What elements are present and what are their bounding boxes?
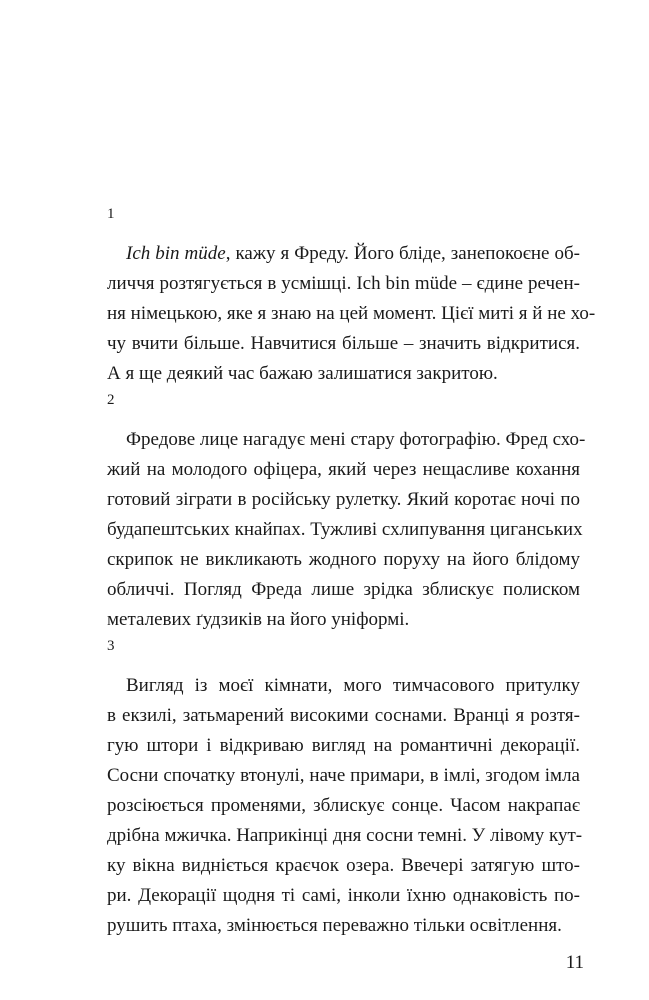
paragraph-line: чу вчити більше. Навчитися більше – значить відкритися. [107, 333, 580, 354]
paragraph-line: розсіюється променями, зблискує сонце. Часом накрапає [107, 795, 580, 816]
paragraph-line: в екзилі, затьмарений високими соснами. Вранці я розтя- [107, 705, 580, 726]
paragraph-line [126, 239, 580, 269]
paragraph-line: жий на молодого офіцера, який через нещасливе кохання [107, 459, 580, 480]
paragraph-line: гую штори і відкриваю вигляд на романтичні декорації. [107, 735, 580, 756]
paragraph-line: Вигляд із моєї кімнати, мого тимчасового притулку [126, 675, 580, 696]
section-number: 1 [107, 206, 115, 222]
paragraph-line: рушить птаха, змінюється переважно тільки освітлення. [107, 915, 562, 936]
section-number: 2 [107, 392, 115, 408]
page-number: 11 [565, 952, 584, 973]
line-text: , кажу я Фреду. Його бліде, занепокоєне об- [225, 243, 580, 264]
paragraph-line: А я ще деякий час бажаю залишатися закритою. [107, 363, 498, 384]
paragraph-line: будапештських кнайпах. Тужливі схлипування циганських [107, 519, 583, 540]
paragraph-line: ку вікна видніється краєчок озера. Ввечері затягую што- [107, 855, 580, 876]
paragraph-line: ри. Декорації щодня ті самі, інколи їхню однаковість по- [107, 885, 580, 906]
paragraph-line: готовий зіграти в російську рулетку. Який коротає ночі по [107, 489, 580, 510]
paragraph-line: Фредове лице нагадує мені стару фотографію. Фред схо- [126, 429, 586, 450]
section-number: 3 [107, 638, 115, 654]
paragraph-line: дрібна мжичка. Наприкінці дня сосни темні. У лівому кут- [107, 825, 583, 846]
paragraph-line: личчя розтягується в усмішці. Ich bin müde – єдине речен- [107, 273, 580, 294]
paragraph-line: скрипок не викликають жодного поруху на його блідому [107, 549, 580, 570]
paragraph-line: Сосни спочатку втонулі, наче примари, в імлі, згодом імла [107, 765, 580, 786]
italic-phrase: Ich bin müde [126, 243, 226, 264]
paragraph-line: ня німецькою, яке я знаю на цей момент. Цієї миті я й не хо- [107, 303, 596, 324]
paragraph-line: металевих ґудзиків на його уніформі. [107, 609, 410, 630]
paragraph-line: обличчі. Погляд Фреда лише зрідка зблискує полиском [107, 579, 580, 600]
